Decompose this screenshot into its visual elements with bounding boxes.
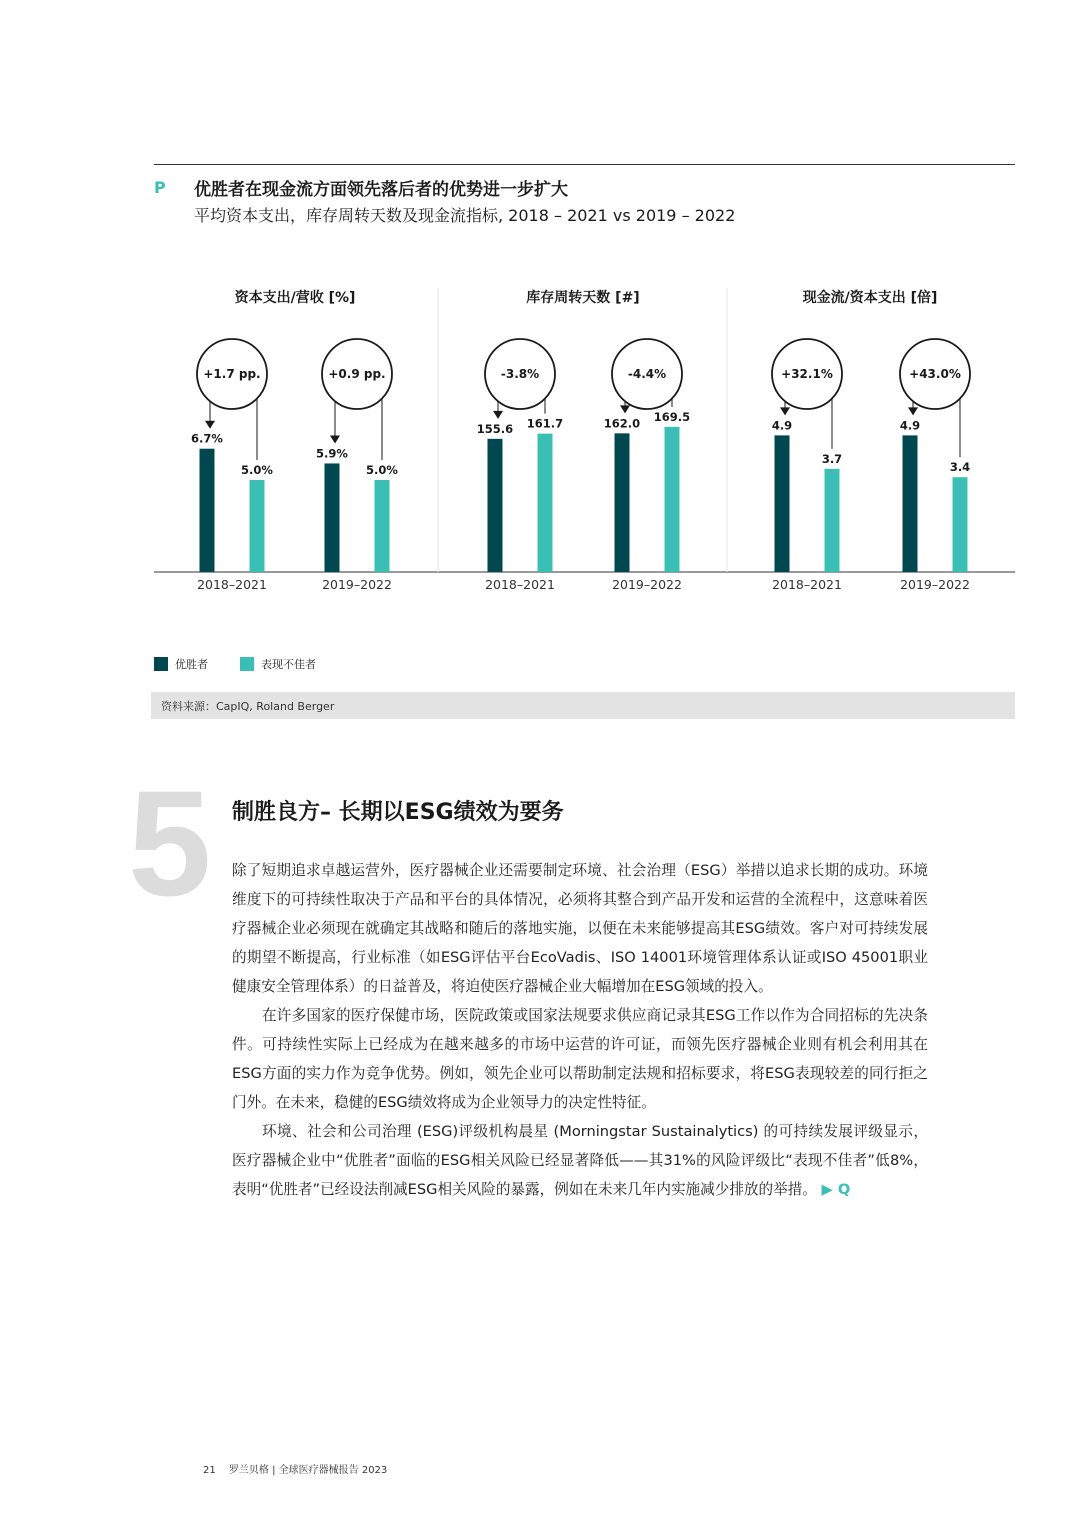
data-label-winner: 4.9 bbox=[771, 418, 793, 433]
bar-underperformer bbox=[375, 480, 390, 572]
bar-winner bbox=[488, 439, 503, 572]
bar-underperformer bbox=[825, 469, 840, 572]
legend-winner-label: 优胜者 bbox=[175, 658, 208, 671]
figure-title: 优胜者在现金流方面领先落后者的优势进一步扩大 bbox=[194, 180, 568, 200]
paragraph-2: 在许多国家的医疗保健市场，医院政策或国家法规要求供应商记录其ESG工作以作为合同招标的先决条件。可持续性实际上已经成为在越来越多的市场中运营的许可证，而领先医疗器械企业则有机会利用其在ESG方面的实力作为竞争优势。例如，领先企业可以帮助制定法规和招标要求，将ESG表现较差的同行拒之门外。在未来，稳健的ESG绩效将成为企业领导力的决定性特征。 bbox=[232, 1007, 928, 1111]
annotation-label: -3.8% bbox=[500, 367, 540, 381]
data-label-underperformer: 169.5 bbox=[653, 409, 691, 424]
bar-underperformer bbox=[250, 480, 265, 572]
legend-underperformer-swatch bbox=[240, 657, 254, 671]
annotation-label: +43.0% bbox=[909, 367, 961, 381]
annotation-arrowhead bbox=[620, 405, 630, 413]
footer-text: 罗兰贝格 | 全球医疗器械报告 2023 bbox=[228, 1465, 388, 1476]
data-label-underperformer: 3.4 bbox=[949, 460, 971, 475]
page-number: 21 bbox=[203, 1465, 216, 1476]
legend-winner bbox=[154, 656, 208, 672]
bar-winner bbox=[903, 435, 918, 572]
x-tick-label: 2019–2022 bbox=[900, 577, 970, 592]
legend-underperformer-label: 表现不佳者 bbox=[261, 658, 316, 671]
chart-legend bbox=[154, 656, 340, 672]
legend-underperformer bbox=[240, 656, 316, 672]
data-label-underperformer: 161.7 bbox=[526, 416, 564, 431]
annotation-arrowhead bbox=[780, 407, 790, 415]
body-text bbox=[232, 856, 928, 1204]
section-number: 5 bbox=[128, 759, 212, 927]
source-bar bbox=[151, 692, 1015, 719]
annotation-arrowhead bbox=[330, 435, 340, 443]
data-label-underperformer: 3.7 bbox=[821, 451, 843, 466]
bar-underperformer bbox=[665, 427, 680, 572]
data-label-winner: 155.6 bbox=[476, 421, 514, 436]
x-tick-label: 2018–2021 bbox=[772, 577, 842, 592]
annotation-label: +0.9 pp. bbox=[328, 367, 386, 381]
x-tick-label: 2018–2021 bbox=[197, 577, 267, 592]
annotation-label: +32.1% bbox=[781, 367, 833, 381]
x-tick-label: 2019–2022 bbox=[612, 577, 682, 592]
bar-charts bbox=[0, 0, 1080, 620]
bar-winner bbox=[775, 435, 790, 572]
bar-winner bbox=[325, 463, 340, 572]
chart-title: 现金流/资本支出 [倍] bbox=[802, 290, 938, 306]
data-label-winner: 5.9% bbox=[316, 446, 348, 461]
chart-title: 库存周转天数 [#] bbox=[526, 290, 640, 306]
bar-winner bbox=[200, 449, 215, 572]
chart-title: 资本支出/营收 [%] bbox=[234, 290, 356, 306]
figure-letter: P bbox=[154, 178, 166, 197]
bar-underperformer bbox=[538, 434, 553, 572]
data-label-winner: 4.9 bbox=[899, 418, 921, 433]
bar-winner bbox=[615, 433, 630, 572]
bar-underperformer bbox=[953, 477, 968, 572]
annotation-label: +1.7 pp. bbox=[203, 367, 261, 381]
paragraph-1: 除了短期追求卓越运营外，医疗器械企业还需要制定环境、社会治理（ESG）举措以追求长期的成功。环境维度下的可持续性取决于产品和平台的具体情况，必须将其整合到产品开发和运营的全流程中，这意味着医疗器械企业必须现在就确定其战略和随后的落地实施，以便在未来能够提高其ESG绩效。客户对可持续发展的期望不断提高，行业标准（如ESG评估平台EcoVadis、ISO 14001环境管理体系认证或ISO 45001职业健康安全管理体系）的日益普及，将迫使医疗器械企业大幅增加在ESG领域的投入。 bbox=[232, 862, 928, 995]
data-label-winner: 6.7% bbox=[191, 431, 223, 446]
data-label-underperformer: 5.0% bbox=[366, 463, 398, 477]
annotation-arrowhead bbox=[908, 407, 918, 415]
source-text: 资料来源：CapIQ, Roland Berger bbox=[161, 700, 335, 713]
paragraph-3 bbox=[232, 1117, 928, 1204]
legend-winner-swatch bbox=[154, 657, 168, 671]
figure-subtitle: 平均资本支出，库存周转天数及现金流指标, 2018 – 2021 vs 2019 – 2022 bbox=[194, 206, 736, 225]
annotation-arrowhead bbox=[493, 411, 503, 419]
x-tick-label: 2019–2022 bbox=[322, 577, 392, 592]
x-tick-label: 2018–2021 bbox=[485, 577, 555, 592]
annotation-arrowhead bbox=[205, 421, 215, 429]
reference-icons[interactable]: ▶ Q bbox=[821, 1181, 851, 1198]
paragraph-3-text: 环境、社会和公司治理 (ESG)评级机构晨星 (Morningstar Sustainalytics) 的可持续发展评级显示，医疗器械企业中“优胜者”面临的ESG相关风险已经显著降低——其31%的风险评级比“表现不佳者”低8%，表明“优胜者”已经设法削减ESG相关风险的暴露，例如在未来几年内实施减少排放的举措。 bbox=[232, 1123, 928, 1198]
section-title: 制胜良方– 长期以ESG绩效为要务 bbox=[232, 800, 564, 825]
data-label-underperformer: 5.0% bbox=[241, 463, 273, 477]
annotation-label: -4.4% bbox=[627, 367, 667, 381]
data-label-winner: 162.0 bbox=[603, 416, 641, 431]
page-footer bbox=[203, 1461, 387, 1476]
